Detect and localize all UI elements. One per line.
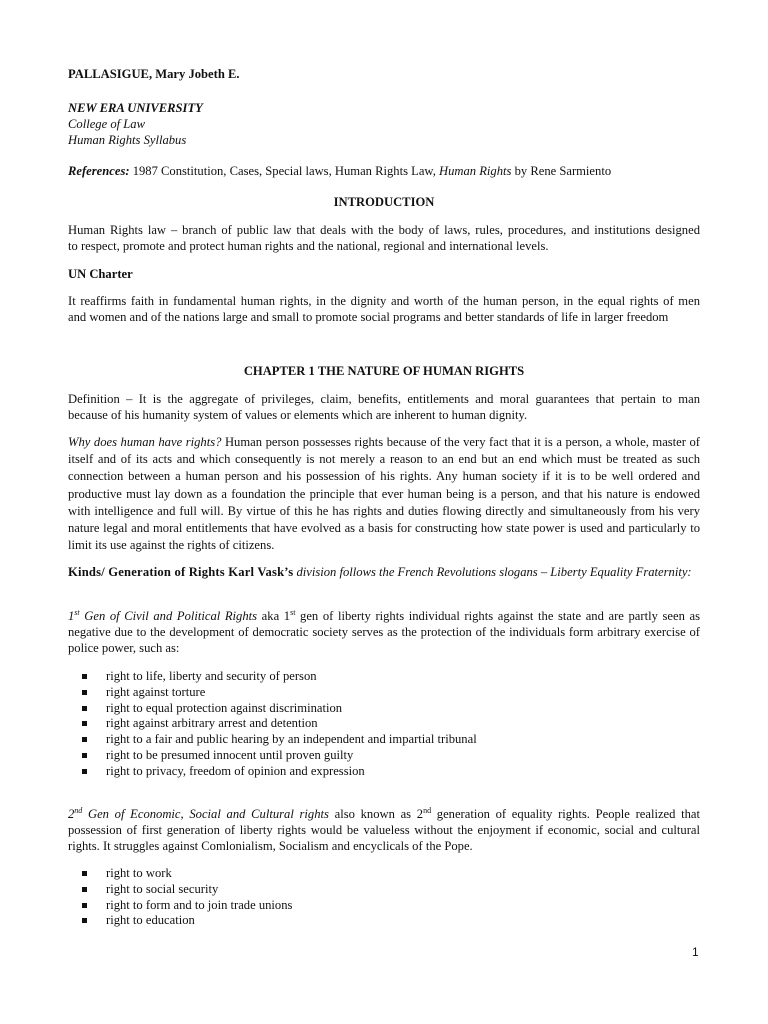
un-charter-heading: UN Charter [68,267,133,281]
definition-line-2: because of his humanity system of values or elements which are inherent to human dignity. [68,408,528,422]
references-text: 1987 Constitution, Cases, Special laws, Human Rights Law, [129,164,440,178]
square-bullet-icon [82,674,87,679]
gen2-paragraph: 2nd Gen of Economic, Social and Cultural rights also known as 2nd generation of equality rights. People realized that possession of first generation of liberty rights would be valueless without the enjoyment if economic, social and cultural rights. It struggles against Comlonialism, Socialism and encyclicals of the Pope. [68,805,701,853]
college-name: College of Law [68,117,145,131]
kinds-description: division follows the French Revolutions slogans – Liberty Equality Fraternity: [293,565,692,579]
list-item: right against arbitrary arrest and detention [68,716,700,732]
gen2-rights-list [68,866,700,929]
un-charter-line-2: and women and of the nations large and small to promote social programs and better standards of life in larger freedom [68,310,669,324]
references-line [68,163,700,179]
list-item: right against torture [68,685,700,701]
gen1-paragraph: 1st Gen of Civil and Political Rights aka 1st gen of liberty rights individual rights against the state and are partly seen as negative due to the development of democratic society serves as the protection of the individuals form arbitrary exercise of police power, such as: [68,607,700,655]
list-item: right to equal protection against discrimination [68,701,700,717]
list-item: right to form and to join trade unions [68,898,700,914]
list-item: right to education [68,913,700,929]
syllabus-title: Human Rights Syllabus [68,133,187,147]
university-name: NEW ERA UNIVERSITY [68,101,203,115]
page-number: 1 [692,945,699,959]
list-item: right to privacy, freedom of opinion and expression [68,764,700,780]
references-label: References: [68,164,130,178]
list-item: right to life, liberty and security of person [68,669,700,685]
square-bullet-icon [82,721,87,726]
square-bullet-icon [82,737,87,742]
introduction-line-2: to respect, promote and protect human rights and the national, regional and international levels. [68,239,549,253]
why-rights-paragraph [68,434,700,554]
gen1-title: 1st Gen of Civil and Political Rights [68,607,258,623]
author-name: PALLASIGUE, Mary Jobeth E. [68,67,240,81]
gen2-text: generation of equality rights. People realized that possession of first generation of liberty rights would be valueless without the enjoyment if economic, social and cultural rights. It struggles against Comlonialism, Socialism and encyclicals of the Pope. [68,807,701,853]
square-bullet-icon [82,753,87,758]
definition-line-1: Definition – It is the aggregate of privileges, claim, benefits, entitlements and moral guarantees that pertain to man [68,392,700,406]
chapter-heading: CHAPTER 1 THE NATURE OF HUMAN RIGHTS [243,364,525,378]
gen2-title: 2nd Gen of Economic, Social and Cultural rights [68,805,329,821]
kinds-paragraph [68,564,700,580]
why-rights-question: Why does human have rights? [68,435,222,449]
square-bullet-icon [82,706,87,711]
references-book-title: Human Rights [439,164,512,178]
square-bullet-icon [82,887,87,892]
list-item: right to social security [68,882,700,898]
list-item: right to be presumed innocent until proven guilty [68,748,700,764]
introduction-heading: INTRODUCTION [333,195,435,209]
kinds-heading: Kinds/ Generation of Rights Karl Vask’s [68,565,294,579]
square-bullet-icon [82,903,87,908]
square-bullet-icon [82,690,87,695]
list-item: right to work [68,866,700,882]
gen1-rights-list [68,669,700,780]
square-bullet-icon [82,918,87,923]
references-author: by Rene Sarmiento [511,164,612,178]
square-bullet-icon [82,769,87,774]
gen1-text: gen of liberty rights individual rights against the state and are partly seen as negative due to the development of democratic society serves as the protection of the individuals form arbitrary exercise of police power, such as: [68,609,700,655]
introduction-line-1: Human Rights law – branch of public law that deals with the body of laws, rules, procedures, and institutions designed [68,223,700,237]
list-item: right to a fair and public hearing by an independent and impartial tribunal [68,732,700,748]
un-charter-line-1: It reaffirms faith in fundamental human rights, in the dignity and worth of the human person, in the equal rights of men [68,294,700,308]
square-bullet-icon [82,871,87,876]
why-rights-text: Human person possesses rights because of the very fact that it is a person, a whole, master of itself and of its acts and which consequently is not merely a reason to an end but an end which must be treated as such connection between a human person and his possession of his rights. Any human society if it is to be well ordered and productive must lay down as a foundation the principle that ever human being is a person, and that his nature is endowed with intelligence and full will. By virtue of this he has rights and duties flowing directly and simultaneously from his very nature legal and moral entitlements that have evolved as a basis for constructing how state power is used and particularly to limit its use against the rights of citizens. [68,435,701,553]
